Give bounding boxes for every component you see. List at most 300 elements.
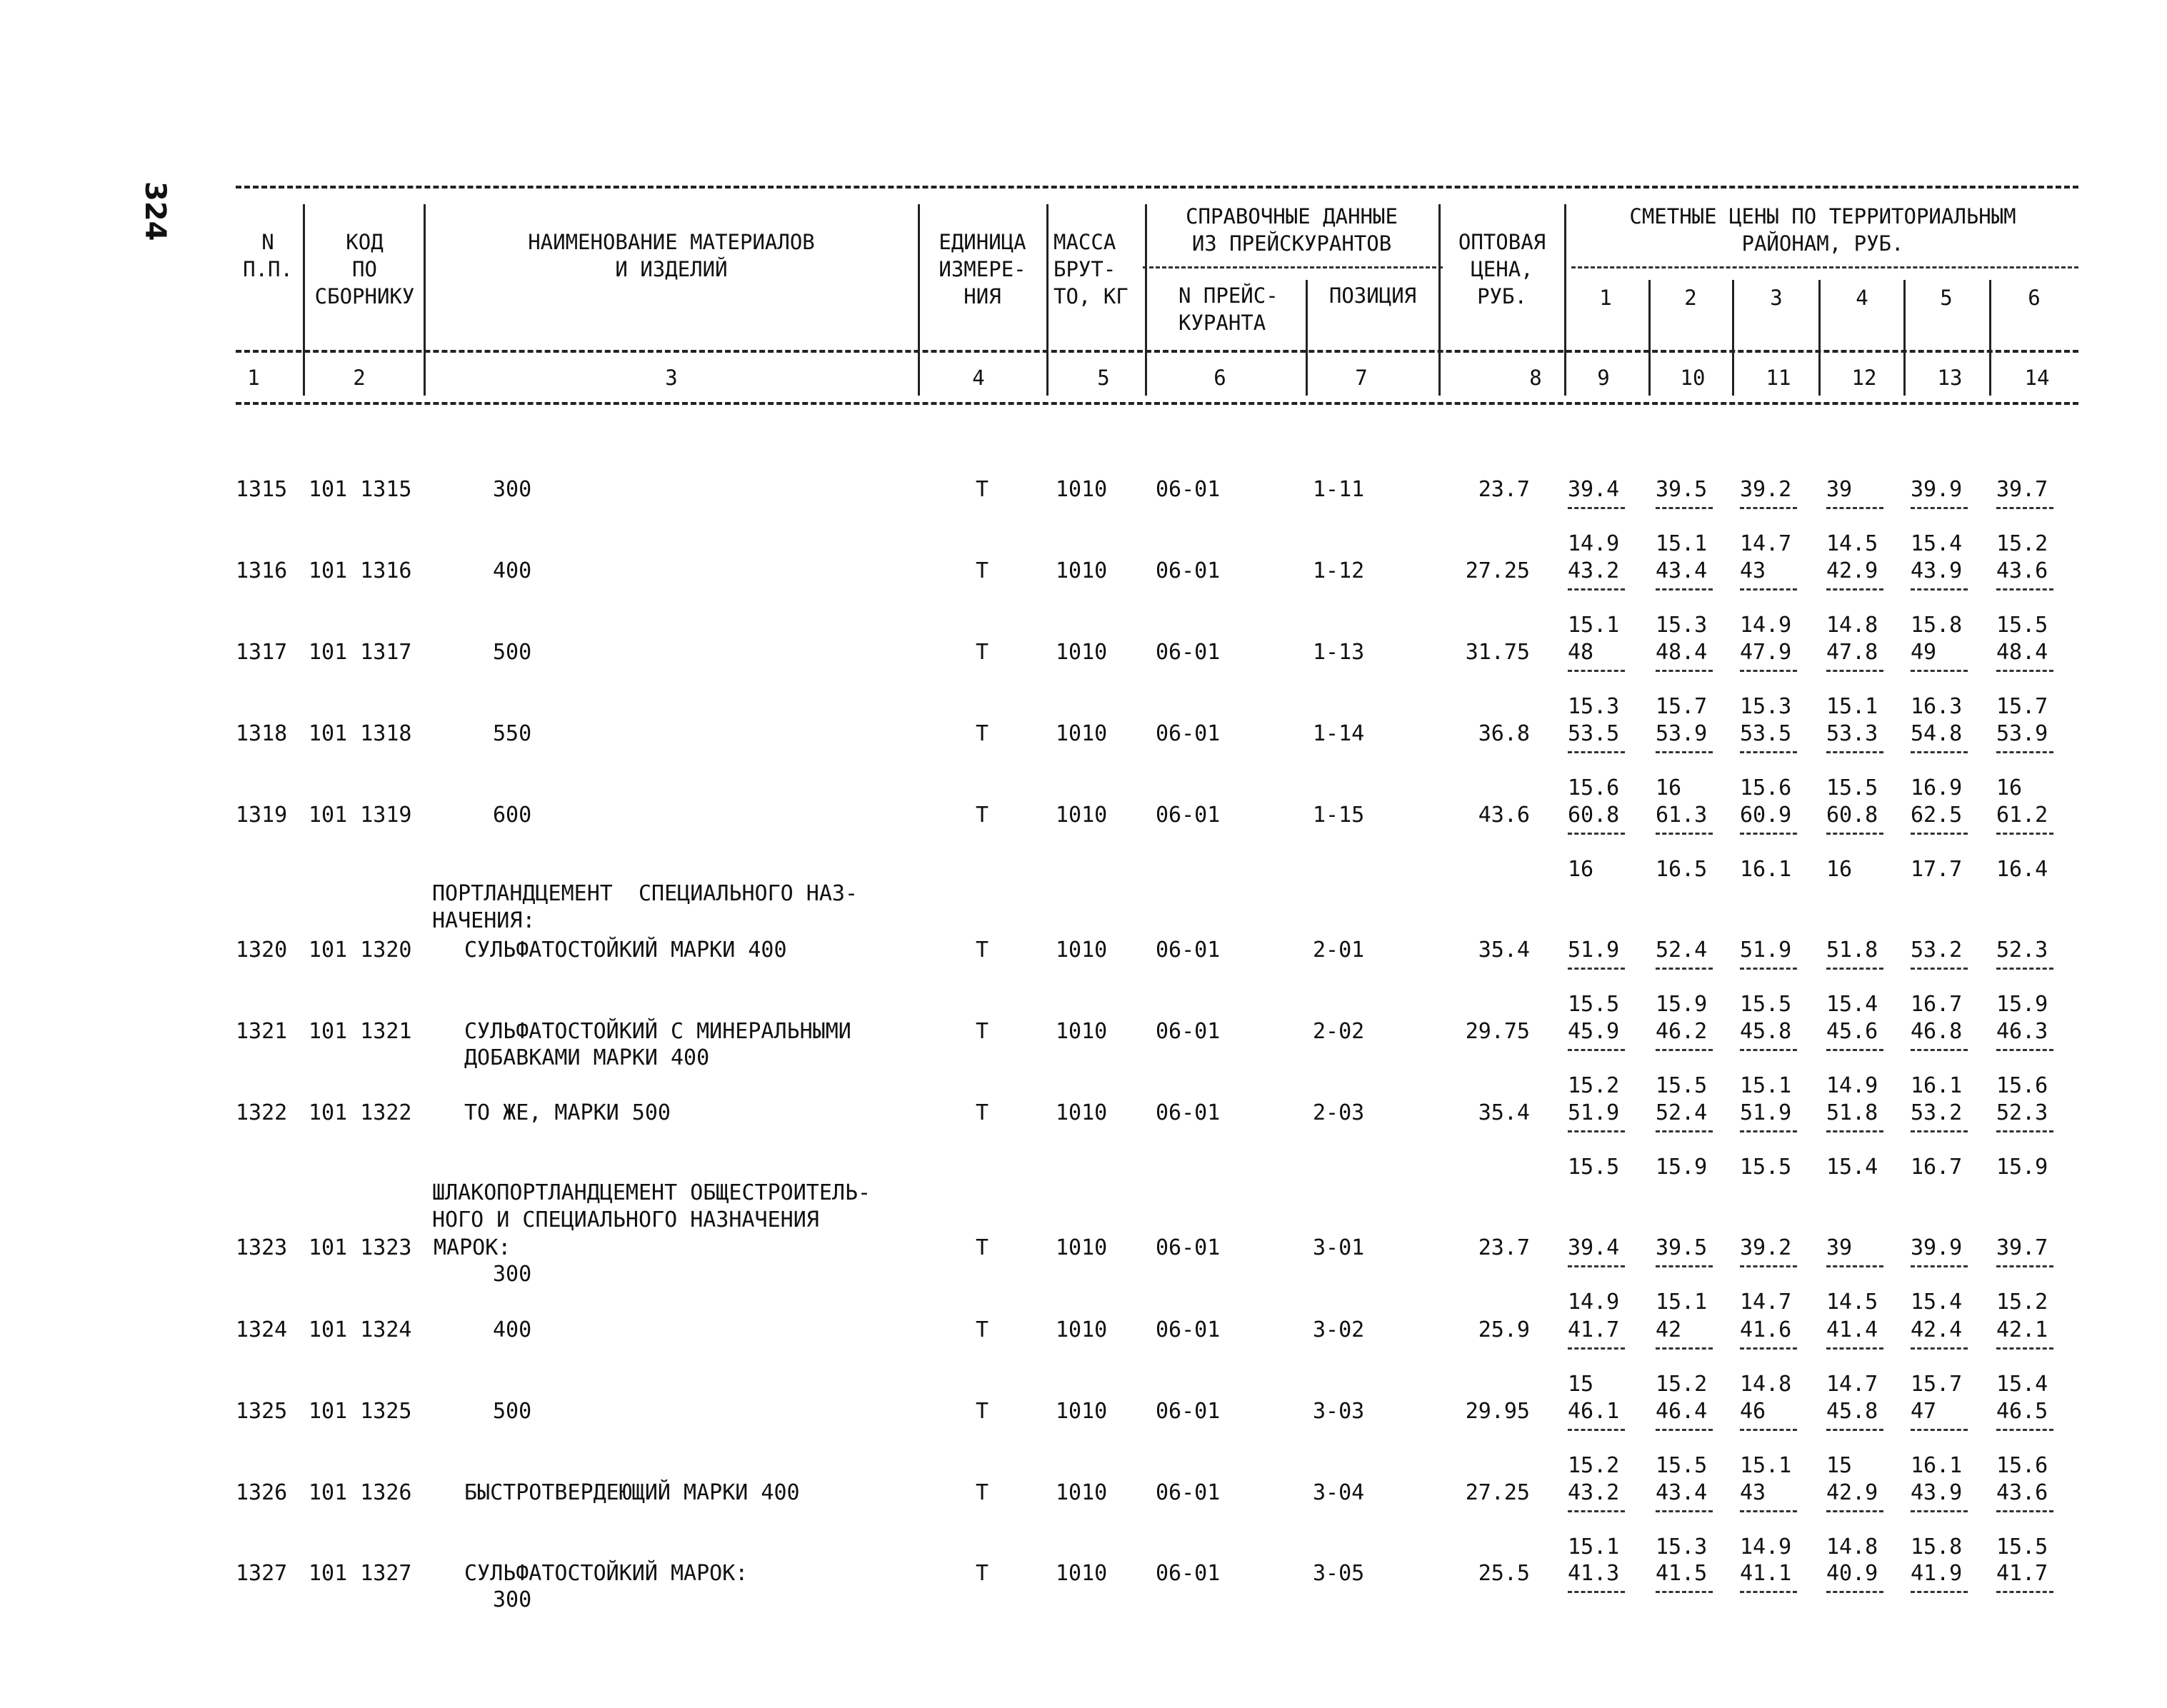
row-price: 42.1: [1996, 1317, 2048, 1342]
row-price-sub: 15.1: [1656, 531, 1708, 556]
row-price-sub: 16.7: [1911, 992, 1963, 1017]
row-price-sub: 14.8: [1740, 1372, 1792, 1397]
fraction-bar: [1911, 670, 1968, 672]
row-price: 43.9: [1911, 1480, 1963, 1505]
row-code: 101 1325: [309, 1399, 412, 1424]
row-number: 1320: [236, 938, 288, 963]
fraction-bar: [1996, 1591, 2053, 1593]
row-mass: 1010: [1056, 1399, 1108, 1424]
row-price-sub: 15.6: [1996, 1453, 2048, 1478]
row-price-sub: 15.2: [1996, 531, 2048, 556]
row-price: 51.9: [1740, 938, 1792, 963]
hdr-region-2: 2: [1684, 286, 1697, 310]
fraction-bar: [1826, 833, 1883, 835]
row-pricelist: 06-01: [1156, 803, 1221, 828]
row-pricelist: 06-01: [1156, 1561, 1221, 1586]
hdr-colnum: 8: [1529, 366, 1542, 390]
row-wholesale: 29.95: [1465, 1399, 1530, 1424]
row-price: 39.7: [1996, 477, 2048, 502]
row-mass: 1010: [1056, 1317, 1108, 1342]
row-price-sub: 17.7: [1911, 857, 1963, 882]
row-pricelist: 06-01: [1156, 1317, 1221, 1342]
row-code: 101 1321: [309, 1019, 412, 1044]
row-pricelist: 06-01: [1156, 1399, 1221, 1424]
row-wholesale: 31.75: [1465, 640, 1530, 665]
row-price-sub: 14.8: [1826, 613, 1878, 638]
row-price: 45.9: [1568, 1019, 1620, 1044]
row-wholesale: 35.4: [1478, 1100, 1530, 1125]
row-price-sub: 15.2: [1568, 1073, 1620, 1098]
hdr-region-4: 4: [1856, 286, 1868, 310]
col-divider: [1818, 280, 1821, 396]
row-pricelist: 06-01: [1156, 1235, 1221, 1260]
row-price-sub: 15.1: [1740, 1073, 1792, 1098]
row-price-sub: 14.7: [1740, 531, 1792, 556]
row-price: 42.9: [1826, 558, 1878, 583]
fraction-bar: [1826, 1347, 1883, 1350]
row-name: СУЛЬФАТОСТОЙКИЙ С МИНЕРАЛЬНЫМИ: [464, 1019, 851, 1044]
fraction-bar: [1568, 588, 1625, 591]
row-price-sub: 15.5: [1996, 613, 2048, 638]
fraction-bar: [1826, 1510, 1883, 1512]
row-name: ТО ЖЕ, МАРКИ 500: [464, 1100, 671, 1125]
row-price: 53.2: [1911, 938, 1963, 963]
col-divider: [1438, 204, 1441, 396]
row-price-sub: 16.1: [1911, 1073, 1963, 1098]
row-price-sub: 15.3: [1740, 694, 1792, 719]
row-price-sub: 15.7: [1656, 694, 1708, 719]
row-wholesale: 23.7: [1478, 477, 1530, 502]
row-price-sub: 15.4: [1826, 1155, 1878, 1180]
row-code: 101 1320: [309, 938, 412, 963]
fraction-bar: [1996, 1265, 2053, 1267]
row-price: 46.8: [1911, 1019, 1963, 1044]
hdr-region-6: 6: [2028, 286, 2041, 310]
section-heading: ПОРТЛАНДЦЕМЕНТ СПЕЦИАЛЬНОГО НАЗ-: [432, 881, 859, 906]
row-price: 43: [1740, 1480, 1766, 1505]
row-name: 500: [493, 640, 532, 665]
row-price-sub: 15.3: [1568, 694, 1620, 719]
fraction-bar: [1911, 1265, 1968, 1267]
row-price-sub: 16.3: [1911, 694, 1963, 719]
row-price: 41.3: [1568, 1561, 1620, 1586]
fraction-bar: [1568, 833, 1625, 835]
hdr-colnum: 14: [2024, 366, 2050, 390]
row-wholesale: 25.9: [1478, 1317, 1530, 1342]
row-price: 39.5: [1656, 1235, 1708, 1260]
row-code: 101 1315: [309, 477, 412, 502]
row-price-sub: 16: [1996, 775, 2023, 800]
row-price-sub: 15.5: [1740, 1155, 1792, 1180]
fraction-bar: [1996, 670, 2053, 672]
row-price: 51.9: [1568, 938, 1620, 963]
row-price-sub: 14.7: [1740, 1290, 1792, 1315]
fraction-bar: [1656, 751, 1713, 753]
row-price: 40.9: [1826, 1561, 1878, 1586]
row-price: 41.4: [1826, 1317, 1878, 1342]
row-wholesale: 36.8: [1478, 721, 1530, 746]
fraction-bar: [1996, 833, 2053, 835]
row-price-sub: 14.9: [1568, 1290, 1620, 1315]
row-price: 47.9: [1740, 640, 1792, 665]
row-code: 101 1324: [309, 1317, 412, 1342]
row-price: 46.2: [1656, 1019, 1708, 1044]
fraction-bar: [1568, 1130, 1625, 1132]
row-name: 550: [493, 721, 532, 746]
row-price: 43.6: [1996, 558, 2048, 583]
row-price: 51.9: [1568, 1100, 1620, 1125]
row-price-sub: 15.3: [1656, 613, 1708, 638]
fraction-bar: [1826, 1265, 1883, 1267]
sprav-rule: [1143, 266, 1443, 268]
row-price: 60.8: [1826, 803, 1878, 828]
row-number: 1326: [236, 1480, 288, 1505]
row-price: 48.4: [1996, 640, 2048, 665]
row-wholesale: 27.25: [1465, 558, 1530, 583]
row-price: 43.4: [1656, 1480, 1708, 1505]
fraction-bar: [1740, 670, 1797, 672]
row-position: 1-13: [1313, 640, 1365, 665]
fraction-bar: [1568, 968, 1625, 970]
col-divider: [1732, 280, 1734, 396]
fraction-bar: [1911, 751, 1968, 753]
row-name: СУЛЬФАТОСТОЙКИЙ МАРКИ 400: [464, 938, 787, 963]
row-code: 101 1319: [309, 803, 412, 828]
row-number: 1327: [236, 1561, 288, 1586]
fraction-bar: [1740, 751, 1797, 753]
row-price: 43.9: [1911, 558, 1963, 583]
row-mass: 1010: [1056, 1235, 1108, 1260]
row-price-sub: 15.1: [1568, 613, 1620, 638]
hdr-colnum: 12: [1851, 366, 1877, 390]
fraction-bar: [1568, 1429, 1625, 1431]
fraction-bar: [1656, 1591, 1713, 1593]
row-name: ДОБАВКАМИ МАРКИ 400: [464, 1045, 710, 1070]
row-price-sub: 16.7: [1911, 1155, 1963, 1180]
row-price: 46.5: [1996, 1399, 2048, 1424]
row-price: 39.2: [1740, 477, 1792, 502]
row-price-sub: 15.8: [1911, 613, 1963, 638]
col-divider: [1648, 280, 1651, 396]
fraction-bar: [1568, 1049, 1625, 1051]
row-unit: Т: [975, 803, 989, 828]
row-price: 54.8: [1911, 721, 1963, 746]
fraction-bar: [1656, 968, 1713, 970]
row-price-sub: 16: [1568, 857, 1594, 882]
row-price-sub: 15.6: [1740, 775, 1792, 800]
hdr-poz: ПОЗИЦИЯ: [1328, 283, 1417, 308]
fraction-bar: [1568, 1591, 1625, 1593]
row-price-sub: 15.9: [1656, 1155, 1708, 1180]
row-price: 51.8: [1826, 1100, 1878, 1125]
row-mass: 1010: [1056, 721, 1108, 746]
row-unit: Т: [975, 1317, 989, 1342]
hdr-colnum: 4: [972, 366, 985, 390]
row-price-sub: 15.5: [1826, 775, 1878, 800]
fraction-bar: [1656, 507, 1713, 509]
row-mass: 1010: [1056, 1480, 1108, 1505]
hdr-colnum: 7: [1355, 366, 1368, 390]
fraction-bar: [1911, 1510, 1968, 1512]
fraction-bar: [1740, 507, 1797, 509]
smet-rule: [1571, 266, 2078, 268]
fraction-bar: [1740, 588, 1797, 591]
row-price: 41.1: [1740, 1561, 1792, 1586]
row-price-sub: 15.5: [1996, 1534, 2048, 1559]
hdr-colnum: 13: [1937, 366, 1963, 390]
row-price-sub: 15.9: [1996, 1155, 2048, 1180]
row-price-sub: 15.3: [1656, 1534, 1708, 1559]
row-price: 45.8: [1740, 1019, 1792, 1044]
row-price: 60.8: [1568, 803, 1620, 828]
fraction-bar: [1996, 1347, 2053, 1350]
header-bottom-rule: [236, 402, 2078, 405]
row-price-sub: 14.9: [1568, 531, 1620, 556]
row-price: 52.4: [1656, 1100, 1708, 1125]
col-divider: [1989, 280, 1991, 396]
row-mass: 1010: [1056, 1019, 1108, 1044]
row-pricelist: 06-01: [1156, 558, 1221, 583]
col-divider: [1903, 280, 1906, 396]
row-price: 53.3: [1826, 721, 1878, 746]
fraction-bar: [1740, 1130, 1797, 1132]
fraction-bar: [1740, 968, 1797, 970]
row-price: 48.4: [1656, 640, 1708, 665]
fraction-bar: [1826, 1591, 1883, 1593]
fraction-bar: [1826, 968, 1883, 970]
row-number: 1318: [236, 721, 288, 746]
row-pricelist: 06-01: [1156, 640, 1221, 665]
row-unit: Т: [975, 558, 989, 583]
row-price-sub: 14.9: [1740, 1534, 1792, 1559]
row-price: 42.4: [1911, 1317, 1963, 1342]
row-mass: 1010: [1056, 803, 1108, 828]
row-price-sub: 15.6: [1568, 775, 1620, 800]
row-price: 62.5: [1911, 803, 1963, 828]
row-price-sub: 15: [1826, 1453, 1853, 1478]
row-number: 1317: [236, 640, 288, 665]
fraction-bar: [1656, 1130, 1713, 1132]
row-price-sub: 15.6: [1996, 1073, 2048, 1098]
row-price-sub: 15.8: [1911, 1534, 1963, 1559]
row-name: 400: [493, 1317, 532, 1342]
row-price-sub: 15.2: [1656, 1372, 1708, 1397]
row-price-sub: 15.5: [1740, 992, 1792, 1017]
fraction-bar: [1996, 588, 2053, 591]
row-price: 53.5: [1568, 721, 1620, 746]
fraction-bar: [1656, 1429, 1713, 1431]
hdr-n-pp: N П.П.: [243, 230, 293, 281]
row-wholesale: 27.25: [1465, 1480, 1530, 1505]
row-price: 53.9: [1656, 721, 1708, 746]
row-price-sub: 15.5: [1568, 1155, 1620, 1180]
row-pricelist: 06-01: [1156, 721, 1221, 746]
row-price-sub: 15.1: [1826, 694, 1878, 719]
row-price-sub: 15.5: [1656, 1453, 1708, 1478]
row-name: 300: [493, 477, 532, 502]
fraction-bar: [1656, 833, 1713, 835]
fraction-bar: [1826, 670, 1883, 672]
hdr-colnum: 5: [1097, 366, 1110, 390]
row-price-sub: 15: [1568, 1372, 1594, 1397]
row-price: 46.3: [1996, 1019, 2048, 1044]
fraction-bar: [1740, 1347, 1797, 1350]
row-price-sub: 15.1: [1568, 1534, 1620, 1559]
row-price-sub: 14.9: [1740, 613, 1792, 638]
row-name: 600: [493, 803, 532, 828]
fraction-bar: [1911, 1049, 1968, 1051]
fraction-bar: [1740, 1049, 1797, 1051]
row-pricelist: 06-01: [1156, 938, 1221, 963]
row-price: 52.3: [1996, 938, 2048, 963]
row-price: 39.2: [1740, 1235, 1792, 1260]
page-number: 324: [139, 181, 171, 241]
row-price: 48: [1568, 640, 1594, 665]
row-position: 1-11: [1313, 477, 1365, 502]
fraction-bar: [1911, 507, 1968, 509]
fraction-bar: [1996, 1429, 2053, 1431]
row-price: 39.5: [1656, 477, 1708, 502]
row-price: 53.2: [1911, 1100, 1963, 1125]
fraction-bar: [1826, 751, 1883, 753]
row-position: 3-04: [1313, 1480, 1365, 1505]
hdr-massa: МАССА БРУТ- ТО, КГ: [1054, 230, 1128, 308]
fraction-bar: [1656, 1049, 1713, 1051]
hdr-region-3: 3: [1770, 286, 1783, 310]
fraction-bar: [1656, 588, 1713, 591]
row-price: 39.9: [1911, 1235, 1963, 1260]
row-wholesale: 23.7: [1478, 1235, 1530, 1260]
row-price: 42.9: [1826, 1480, 1878, 1505]
row-price: 41.5: [1656, 1561, 1708, 1586]
row-price: 39.7: [1996, 1235, 2048, 1260]
row-name: БЫСТРОТВЕРДЕЮЩИЙ МАРКИ 400: [464, 1480, 800, 1505]
fraction-bar: [1568, 1510, 1625, 1512]
row-code: 101 1316: [309, 558, 412, 583]
hdr-colnum: 11: [1766, 366, 1791, 390]
row-price: 41.7: [1996, 1561, 2048, 1586]
row-price: 51.9: [1740, 1100, 1792, 1125]
row-price-sub: 16.4: [1996, 857, 2048, 882]
fraction-bar: [1911, 1130, 1968, 1132]
fraction-bar: [1911, 1429, 1968, 1431]
row-unit: Т: [975, 1235, 989, 1260]
hdr-kod: КОД ПО СБОРНИКУ: [314, 230, 415, 308]
row-unit: Т: [975, 1561, 989, 1586]
fraction-bar: [1996, 507, 2053, 509]
row-price-sub: 15.1: [1740, 1453, 1792, 1478]
row-code: 101 1318: [309, 721, 412, 746]
row-name: СУЛЬФАТОСТОЙКИЙ МАРОК:: [464, 1561, 749, 1586]
row-number: 1315: [236, 477, 288, 502]
row-price-sub: 14.9: [1826, 1073, 1878, 1098]
row-price: 61.2: [1996, 803, 2048, 828]
row-position: 3-05: [1313, 1561, 1365, 1586]
fraction-bar: [1568, 1347, 1625, 1350]
row-price: 46.1: [1568, 1399, 1620, 1424]
row-price: 46.4: [1656, 1399, 1708, 1424]
row-name: 300: [493, 1587, 532, 1612]
fraction-bar: [1826, 1429, 1883, 1431]
row-price: 49: [1911, 640, 1937, 665]
row-price: 39.9: [1911, 477, 1963, 502]
row-position: 3-02: [1313, 1317, 1365, 1342]
row-code: 101 1323: [309, 1235, 412, 1260]
fraction-bar: [1740, 1429, 1797, 1431]
row-number: 1319: [236, 803, 288, 828]
hdr-smet: СМЕТНЫЕ ЦЕНЫ ПО ТЕРРИТОРИАЛЬНЫМ РАЙОНАМ, РУБ.: [1629, 204, 2016, 256]
row-price: 42: [1656, 1317, 1682, 1342]
hdr-ed: ЕДИНИЦА ИЗМЕРЕ- НИЯ: [939, 230, 1026, 308]
hdr-colnum: 3: [665, 366, 678, 390]
row-wholesale: 29.75: [1465, 1019, 1530, 1044]
row-price-sub: 16: [1826, 857, 1853, 882]
fraction-bar: [1826, 1049, 1883, 1051]
fraction-bar: [1996, 751, 2053, 753]
row-price-sub: 15.9: [1656, 992, 1708, 1017]
row-number: 1322: [236, 1100, 288, 1125]
fraction-bar: [1656, 1347, 1713, 1350]
row-price: 47.8: [1826, 640, 1878, 665]
fraction-bar: [1996, 1510, 2053, 1512]
row-wholesale: 25.5: [1478, 1561, 1530, 1586]
fraction-bar: [1911, 1591, 1968, 1593]
row-price-sub: 16.5: [1656, 857, 1708, 882]
col-divider: [1046, 204, 1049, 396]
row-price-sub: 16: [1656, 775, 1682, 800]
row-price: 43.6: [1996, 1480, 2048, 1505]
row-name: 500: [493, 1399, 532, 1424]
row-name: МАРОК:: [434, 1235, 511, 1260]
header-mid-rule: [236, 350, 2078, 353]
row-unit: Т: [975, 640, 989, 665]
row-number: 1323: [236, 1235, 288, 1260]
fraction-bar: [1826, 588, 1883, 591]
hdr-colnum: 1: [247, 366, 260, 390]
row-price: 61.3: [1656, 803, 1708, 828]
row-price: 46: [1740, 1399, 1766, 1424]
fraction-bar: [1996, 968, 2053, 970]
row-unit: Т: [975, 1100, 989, 1125]
row-price: 41.9: [1911, 1561, 1963, 1586]
row-price: 43.2: [1568, 558, 1620, 583]
hdr-sprav: СПРАВОЧНЫЕ ДАННЫЕ ИЗ ПРЕЙСКУРАНТОВ: [1186, 204, 1398, 256]
row-price: 39.4: [1568, 1235, 1620, 1260]
fraction-bar: [1826, 1130, 1883, 1132]
row-code: 101 1317: [309, 640, 412, 665]
hdr-naim: НАИМЕНОВАНИЕ МАТЕРИАЛОВ И ИЗДЕЛИЙ: [528, 230, 815, 281]
row-price-sub: 16.9: [1911, 775, 1963, 800]
fraction-bar: [1996, 1049, 2053, 1051]
row-wholesale: 43.6: [1478, 803, 1530, 828]
col-divider: [424, 204, 426, 396]
hdr-colnum: 10: [1680, 366, 1706, 390]
row-unit: Т: [975, 1399, 989, 1424]
row-price: 39.4: [1568, 477, 1620, 502]
row-price: 51.8: [1826, 938, 1878, 963]
header-top-rule: [236, 186, 2078, 189]
row-price-sub: 14.7: [1826, 1372, 1878, 1397]
fraction-bar: [1656, 1265, 1713, 1267]
fraction-bar: [1911, 1347, 1968, 1350]
row-mass: 1010: [1056, 558, 1108, 583]
row-pricelist: 06-01: [1156, 477, 1221, 502]
row-price: 39: [1826, 1235, 1853, 1260]
row-unit: Т: [975, 1480, 989, 1505]
row-price: 39: [1826, 477, 1853, 502]
fraction-bar: [1911, 833, 1968, 835]
fraction-bar: [1996, 1130, 2053, 1132]
